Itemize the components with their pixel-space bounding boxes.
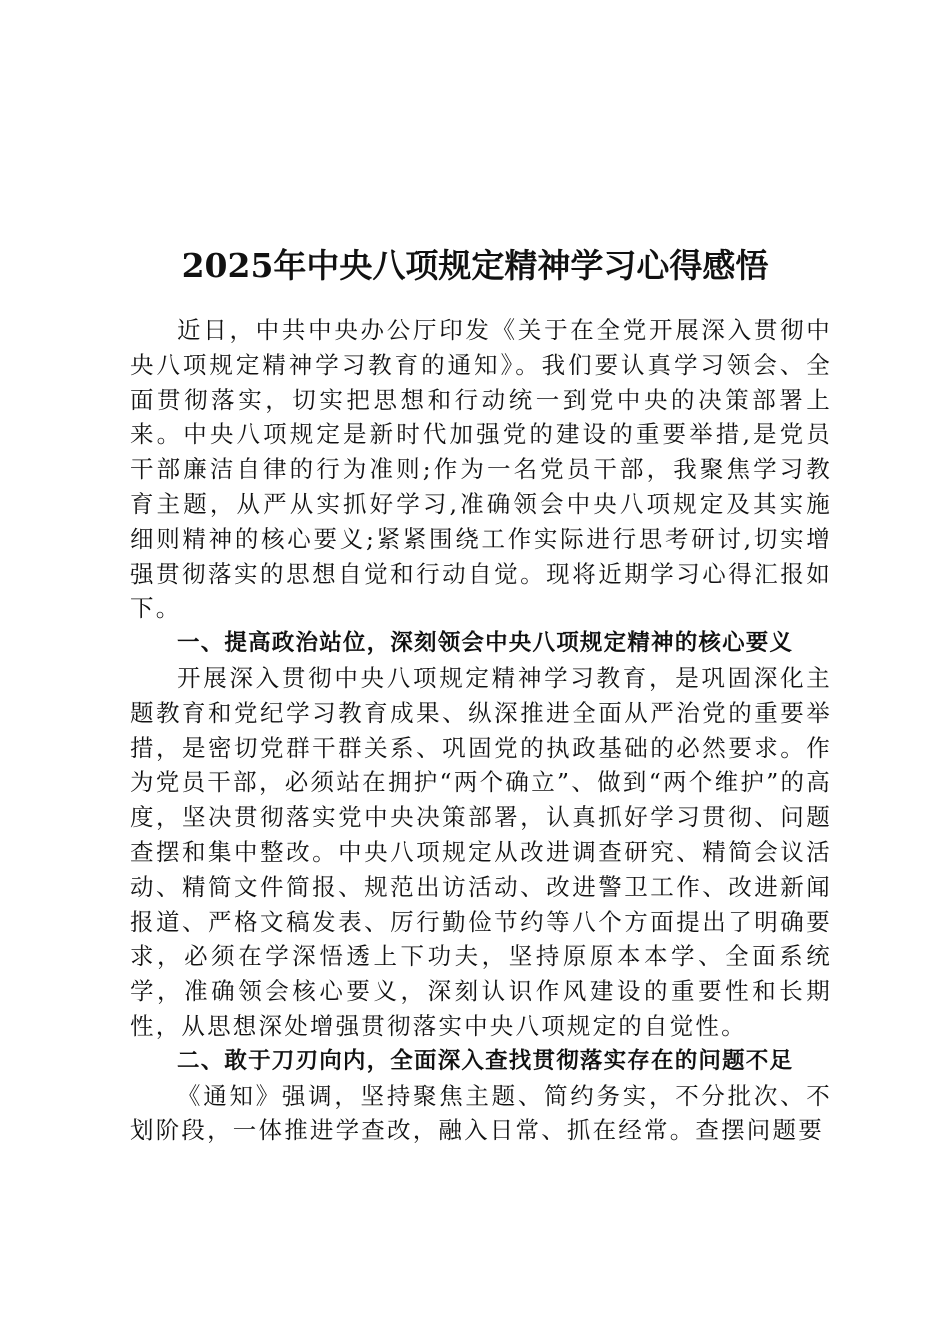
intro-paragraph: 近日，中共中央办公厅印发《关于在全党开展深入贯彻中央八项规定精神学习教育的通知》。我们要认真学习领会、全面贯彻落实，切实把思想和行动统一到党中央的决策部署上来。中央八项规定是新时代加强党的建设的重要举措,是党员干部廉洁自律的行为准则;作为一名党员干部，我聚焦学习教育主题，从严从实抓好学习,准确领会中央八项规定及其实施细则精神的核心要义;紧紧围绕工作实际进行思考研讨,切实增强贯彻落实的思想自觉和行动自觉。现将近期学习心得汇报如下。 xyxy=(130,316,832,623)
section-2-paragraph: 《通知》强调，坚持聚焦主题、简约务实，不分批次、不划阶段，一体推进学查改，融入日常、抓在经常。查摆问题要 xyxy=(130,1081,832,1145)
document-title: 2025年中央八项规定精神学习心得感悟 xyxy=(181,246,769,286)
section-heading-2: 二、敢于刀刃向内，全面深入查找贯彻落实存在的问题不足 xyxy=(177,1047,794,1074)
section-1-paragraph: 开展深入贯彻中央八项规定精神学习教育，是巩固深化主题教育和党纪学习教育成果、纵深推进全面从严治党的重要举措，是密切党群干群关系、巩固党的执政基础的必然要求。作为党员干部，必须站在拥护“两个确立”、做到“两个维护”的高度，坚决贯彻落实党中央决策部署，认真抓好学习贯彻、问题查摆和集中整改。中央八项规定从改进调查研究、精简会议活动、精简文件简报、规范出访活动、改进警卫工作、改进新闻报道、严格文稿发表、厉行勤俭节约等八个方面提出了明确要求，必须在学深悟透上下功夫，坚持原原本本学、全面系统学，准确领会核心要义，深刻认识作风建设的重要性和长期性，从思想深处增强贯彻落实中央八项规定的自觉性。 xyxy=(130,663,832,1040)
section-heading-1: 一、提高政治站位，深刻领会中央八项规定精神的核心要义 xyxy=(177,630,794,657)
document-body xyxy=(130,313,832,1148)
